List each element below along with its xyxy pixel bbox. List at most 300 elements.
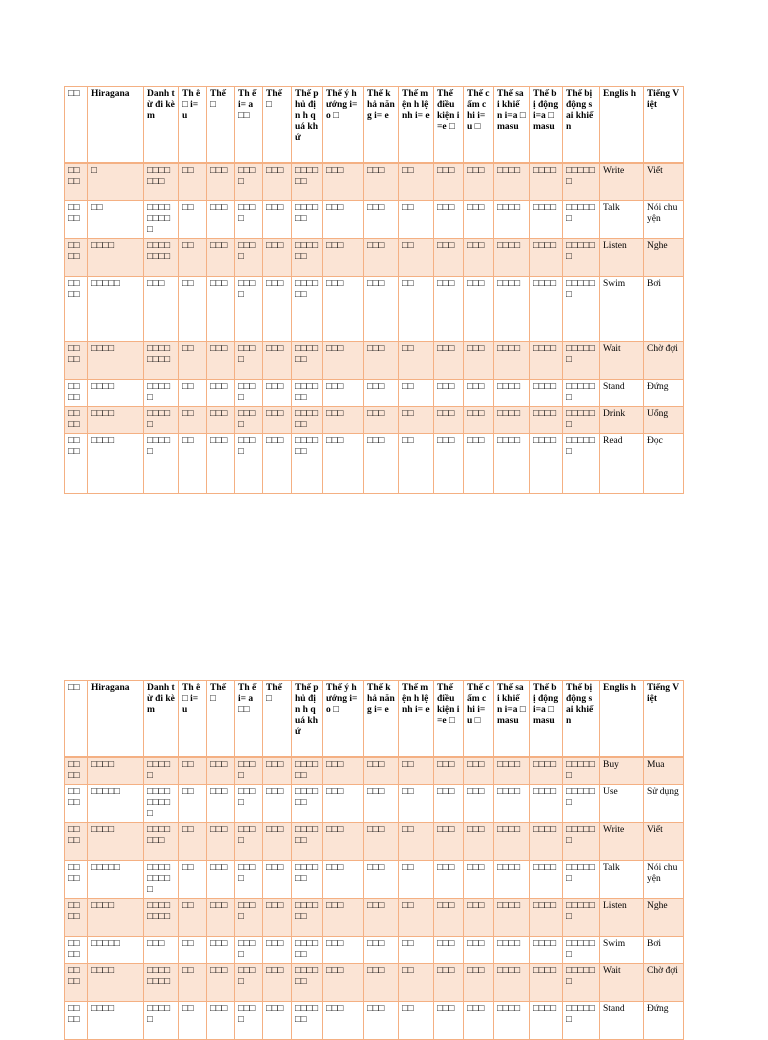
cell-cond: □□□ [434,407,464,434]
cell-noun: □□□□□□□□ [144,898,179,936]
header-cell-imp: Thế mện h lệnh i= e [399,681,434,757]
cell-vol: □□□ [323,784,364,822]
header-cell-cp: Thế bị động sai khiến [563,681,600,757]
cell-en: Drink [600,407,644,434]
cell-vi: Mua [644,757,684,785]
cell-ta: □□□ [263,757,292,785]
cell-en: Stand [600,1001,644,1039]
cell-noun: □□□□□ [144,757,179,785]
cell-vol: □□□ [323,434,364,494]
cell-en: Use [600,784,644,822]
table-row [65,784,684,822]
cell-caus: □□□□ [494,277,530,342]
cell-kanji: □□□□ [65,860,88,898]
cell-vi: Nói chuyện [644,860,684,898]
cell-te: □□□ [207,1001,235,1039]
cell-u: □□ [179,1001,207,1039]
cell-kanji: □□□□ [65,163,88,201]
cell-te: □□□ [207,757,235,785]
cell-proh: □□□ [464,963,494,1001]
cell-pass: □□□□ [530,163,563,201]
cell-vol: □□□ [323,163,364,201]
cell-vol: □□□ [323,822,364,860]
cell-u: □□ [179,936,207,963]
cell-cond: □□□ [434,342,464,380]
cell-cp: □□□□□□ [563,757,600,785]
cell-kanji: □□□□ [65,434,88,494]
cell-pass: □□□□ [530,201,563,239]
cell-cond: □□□ [434,434,464,494]
cell-pot: □□□ [364,163,399,201]
header-row [65,87,684,163]
cell-cp: □□□□□□ [563,963,600,1001]
cell-pass: □□□□ [530,898,563,936]
cell-vi: Bơi [644,936,684,963]
cell-neg: □□□□□□ [292,407,323,434]
cell-u: □□ [179,434,207,494]
cell-ta: □□□ [263,784,292,822]
header-cell-pot: Thế khả năng i= e [364,87,399,163]
cell-imp: □□ [399,898,434,936]
cell-caus: □□□□ [494,757,530,785]
cell-cp: □□□□□□ [563,860,600,898]
cell-a: □□□□ [235,822,263,860]
cell-caus: □□□□ [494,434,530,494]
cell-neg: □□□□□□ [292,201,323,239]
table-row [65,757,684,785]
cell-cp: □□□□□□ [563,822,600,860]
cell-vol: □□□ [323,201,364,239]
cell-ta: □□□ [263,380,292,407]
cell-vol: □□□ [323,407,364,434]
cell-proh: □□□ [464,757,494,785]
cell-kanji: □□□□ [65,784,88,822]
cell-pot: □□□ [364,898,399,936]
cell-noun: □□□□□□□□ [144,963,179,1001]
cell-caus: □□□□ [494,239,530,277]
header-cell-caus: Thế sai khiế n i=a □ masu [494,681,530,757]
cell-hira: □□□□□ [88,784,144,822]
cell-neg: □□□□□□ [292,342,323,380]
table-row [65,201,684,239]
cell-vi: Chờ đợi [644,963,684,1001]
table-row [65,822,684,860]
cell-noun: □□□□□□□ [144,163,179,201]
cell-imp: □□ [399,936,434,963]
cell-kanji: □□□□ [65,936,88,963]
cell-te: □□□ [207,784,235,822]
cell-caus: □□□□ [494,201,530,239]
cell-kanji: □□□□ [65,407,88,434]
cell-cond: □□□ [434,963,464,1001]
cell-neg: □□□□□□ [292,239,323,277]
cell-neg: □□□□□□ [292,163,323,201]
cell-proh: □□□ [464,860,494,898]
cell-kanji: □□□□ [65,898,88,936]
table-row [65,434,684,494]
cell-pot: □□□ [364,1001,399,1039]
cell-a: □□□□ [235,898,263,936]
cell-cp: □□□□□□ [563,380,600,407]
cell-pot: □□□ [364,277,399,342]
cell-proh: □□□ [464,898,494,936]
cell-noun: □□□ [144,277,179,342]
cell-kanji: □□□□ [65,201,88,239]
cell-hira: □□□□ [88,239,144,277]
cell-vol: □□□ [323,898,364,936]
cell-vi: Uống [644,407,684,434]
cell-noun: □□□□□□□□□ [144,201,179,239]
cell-caus: □□□□ [494,1001,530,1039]
cell-vol: □□□ [323,239,364,277]
cell-hira: □□□□ [88,407,144,434]
cell-imp: □□ [399,434,434,494]
cell-caus: □□□□ [494,898,530,936]
cell-en: Wait [600,342,644,380]
cell-cp: □□□□□□ [563,407,600,434]
cell-cond: □□□ [434,163,464,201]
cell-a: □□□□ [235,784,263,822]
cell-neg: □□□□□□ [292,1001,323,1039]
header-cell-hira: Hiragana [88,87,144,163]
cell-ta: □□□ [263,342,292,380]
cell-ta: □□□ [263,407,292,434]
header-cell-caus: Thế sai khiế n i=a □ masu [494,87,530,163]
cell-hira: □□□□ [88,963,144,1001]
header-cell-vi: Tiếng Việt [644,681,684,757]
header-cell-neg: Thế phủ địn h quá khứ [292,87,323,163]
cell-pot: □□□ [364,784,399,822]
header-cell-proh: Thế cấm chi i=u □ [464,681,494,757]
cell-kanji: □□□□ [65,757,88,785]
cell-te: □□□ [207,822,235,860]
cell-a: □□□□ [235,163,263,201]
cell-hira: □ [88,163,144,201]
cell-hira: □□□□□ [88,860,144,898]
cell-ta: □□□ [263,239,292,277]
cell-te: □□□ [207,860,235,898]
cell-proh: □□□ [464,936,494,963]
cell-u: □□ [179,239,207,277]
cell-en: Talk [600,860,644,898]
cell-hira: □□□□□ [88,277,144,342]
cell-cp: □□□□□□ [563,201,600,239]
table-row [65,380,684,407]
cell-vi: Chờ đợi [644,342,684,380]
cell-imp: □□ [399,163,434,201]
cell-caus: □□□□ [494,407,530,434]
cell-pass: □□□□ [530,936,563,963]
table-row [65,277,684,342]
cell-a: □□□□ [235,1001,263,1039]
cell-caus: □□□□ [494,163,530,201]
table-row [65,407,684,434]
cell-kanji: □□□□ [65,277,88,342]
cell-pass: □□□□ [530,239,563,277]
cell-pot: □□□ [364,239,399,277]
cell-a: □□□□ [235,860,263,898]
cell-ta: □□□ [263,277,292,342]
cell-hira: □□□□ [88,822,144,860]
header-cell-te: Thế □ [207,87,235,163]
cell-noun: □□□□□ [144,434,179,494]
header-cell-noun: Danh từ đi kèm [144,87,179,163]
cell-a: □□□□ [235,757,263,785]
cell-vi: Nghe [644,239,684,277]
cell-pot: □□□ [364,963,399,1001]
header-row [65,681,684,757]
cell-en: Read [600,434,644,494]
cell-ta: □□□ [263,201,292,239]
cell-cond: □□□ [434,757,464,785]
header-cell-te: Thế □ [207,681,235,757]
cell-cond: □□□ [434,822,464,860]
cell-caus: □□□□ [494,963,530,1001]
cell-neg: □□□□□□ [292,434,323,494]
header-cell-cp: Thế bị động sai khiến [563,87,600,163]
verb-conjugation-table-1 [64,86,684,494]
cell-imp: □□ [399,822,434,860]
cell-cp: □□□□□□ [563,1001,600,1039]
cell-pass: □□□□ [530,1001,563,1039]
header-cell-kanji: □□ [65,681,88,757]
cell-vol: □□□ [323,757,364,785]
cell-hira: □□□□ [88,757,144,785]
cell-pass: □□□□ [530,380,563,407]
cell-ta: □□□ [263,163,292,201]
cell-te: □□□ [207,342,235,380]
cell-u: □□ [179,963,207,1001]
cell-neg: □□□□□□ [292,898,323,936]
cell-imp: □□ [399,963,434,1001]
cell-pot: □□□ [364,342,399,380]
cell-caus: □□□□ [494,784,530,822]
cell-neg: □□□□□□ [292,860,323,898]
cell-kanji: □□□□ [65,342,88,380]
cell-proh: □□□ [464,407,494,434]
cell-u: □□ [179,407,207,434]
header-cell-a: Th ế i= a □□ [235,681,263,757]
cell-ta: □□□ [263,963,292,1001]
cell-en: Buy [600,757,644,785]
cell-noun: □□□□□ [144,380,179,407]
cell-proh: □□□ [464,342,494,380]
header-cell-u: Th ê□ i= u [179,681,207,757]
header-cell-en: Englis h [600,681,644,757]
cell-ta: □□□ [263,936,292,963]
cell-pass: □□□□ [530,860,563,898]
cell-pot: □□□ [364,201,399,239]
cell-te: □□□ [207,380,235,407]
cell-vol: □□□ [323,380,364,407]
header-cell-vi: Tiếng Việt [644,87,684,163]
cell-neg: □□□□□□ [292,936,323,963]
cell-hira: □□□□ [88,342,144,380]
cell-pass: □□□□ [530,434,563,494]
cell-caus: □□□□ [494,822,530,860]
cell-a: □□□□ [235,963,263,1001]
cell-u: □□ [179,784,207,822]
cell-u: □□ [179,277,207,342]
cell-vol: □□□ [323,860,364,898]
cell-te: □□□ [207,201,235,239]
cell-a: □□□□ [235,407,263,434]
cell-proh: □□□ [464,822,494,860]
cell-caus: □□□□ [494,936,530,963]
table-row [65,963,684,1001]
cell-neg: □□□□□□ [292,277,323,342]
header-cell-vol: Thế ý hướng i= o □ [323,681,364,757]
cell-neg: □□□□□□ [292,822,323,860]
header-cell-imp: Thế mện h lệnh i= e [399,87,434,163]
cell-te: □□□ [207,163,235,201]
cell-vi: Đứng [644,1001,684,1039]
table-row [65,342,684,380]
cell-proh: □□□ [464,239,494,277]
cell-proh: □□□ [464,380,494,407]
cell-cond: □□□ [434,277,464,342]
cell-cp: □□□□□□ [563,784,600,822]
cell-hira: □□□□ [88,1001,144,1039]
cell-cond: □□□ [434,380,464,407]
cell-imp: □□ [399,860,434,898]
cell-a: □□□□ [235,239,263,277]
cell-u: □□ [179,822,207,860]
cell-caus: □□□□ [494,342,530,380]
header-cell-ta: Thế □ [263,681,292,757]
cell-pass: □□□□ [530,342,563,380]
cell-cp: □□□□□□ [563,239,600,277]
header-cell-vol: Thế ý hướng i= o □ [323,87,364,163]
cell-pass: □□□□ [530,822,563,860]
table-row [65,860,684,898]
cell-cp: □□□□□□ [563,277,600,342]
header-cell-neg: Thế phủ địn h quá khứ [292,681,323,757]
cell-te: □□□ [207,898,235,936]
cell-imp: □□ [399,784,434,822]
cell-u: □□ [179,898,207,936]
cell-vol: □□□ [323,936,364,963]
cell-vi: Nghe [644,898,684,936]
cell-proh: □□□ [464,201,494,239]
cell-imp: □□ [399,1001,434,1039]
cell-imp: □□ [399,277,434,342]
cell-imp: □□ [399,407,434,434]
cell-kanji: □□□□ [65,1001,88,1039]
cell-te: □□□ [207,239,235,277]
cell-kanji: □□□□ [65,239,88,277]
cell-noun: □□□□□□□□□ [144,784,179,822]
cell-en: Swim [600,277,644,342]
cell-cond: □□□ [434,936,464,963]
cell-vol: □□□ [323,963,364,1001]
cell-hira: □□□□□ [88,936,144,963]
cell-cond: □□□ [434,201,464,239]
cell-kanji: □□□□ [65,380,88,407]
cell-noun: □□□□□□□ [144,822,179,860]
cell-cp: □□□□□□ [563,434,600,494]
cell-hira: □□□□ [88,380,144,407]
cell-a: □□□□ [235,380,263,407]
cell-a: □□□□ [235,201,263,239]
cell-ta: □□□ [263,1001,292,1039]
header-cell-pass: Thế bị động i=a □ masu [530,681,563,757]
cell-pot: □□□ [364,860,399,898]
cell-neg: □□□□□□ [292,757,323,785]
cell-te: □□□ [207,407,235,434]
cell-en: Stand [600,380,644,407]
verb-conjugation-table-2 [64,680,684,1040]
cell-u: □□ [179,380,207,407]
cell-vi: Viết [644,163,684,201]
header-cell-cond: Thế điều kiện i =e □ [434,87,464,163]
cell-a: □□□□ [235,434,263,494]
cell-en: Talk [600,201,644,239]
cell-en: Write [600,163,644,201]
cell-cond: □□□ [434,1001,464,1039]
header-cell-en: Englis h [600,87,644,163]
cell-cond: □□□ [434,239,464,277]
cell-vi: Đứng [644,380,684,407]
cell-pot: □□□ [364,434,399,494]
cell-a: □□□□ [235,277,263,342]
cell-vol: □□□ [323,342,364,380]
cell-u: □□ [179,163,207,201]
cell-caus: □□□□ [494,380,530,407]
cell-proh: □□□ [464,163,494,201]
cell-hira: □□□□ [88,434,144,494]
cell-noun: □□□□□ [144,407,179,434]
cell-noun: □□□□□ [144,1001,179,1039]
table-row [65,163,684,201]
cell-en: Listen [600,898,644,936]
table-row [65,936,684,963]
cell-cp: □□□□□□ [563,342,600,380]
cell-cp: □□□□□□ [563,898,600,936]
cell-en: Wait [600,963,644,1001]
cell-neg: □□□□□□ [292,963,323,1001]
cell-ta: □□□ [263,898,292,936]
cell-pot: □□□ [364,757,399,785]
cell-te: □□□ [207,277,235,342]
cell-cp: □□□□□□ [563,163,600,201]
cell-cond: □□□ [434,860,464,898]
cell-u: □□ [179,342,207,380]
cell-ta: □□□ [263,822,292,860]
cell-cp: □□□□□□ [563,936,600,963]
cell-noun: □□□□□□□□□ [144,860,179,898]
cell-pass: □□□□ [530,963,563,1001]
header-cell-pass: Thế bị động i=a □ masu [530,87,563,163]
cell-pass: □□□□ [530,407,563,434]
cell-u: □□ [179,757,207,785]
cell-u: □□ [179,860,207,898]
cell-vi: Sử dụng [644,784,684,822]
cell-noun: □□□ [144,936,179,963]
header-cell-hira: Hiragana [88,681,144,757]
cell-imp: □□ [399,239,434,277]
cell-cond: □□□ [434,898,464,936]
header-cell-proh: Thế cấm chi i=u □ [464,87,494,163]
cell-caus: □□□□ [494,860,530,898]
cell-pass: □□□□ [530,277,563,342]
cell-cond: □□□ [434,784,464,822]
cell-vi: Nói chuyện [644,201,684,239]
cell-te: □□□ [207,936,235,963]
cell-a: □□□□ [235,936,263,963]
cell-imp: □□ [399,342,434,380]
cell-en: Swim [600,936,644,963]
